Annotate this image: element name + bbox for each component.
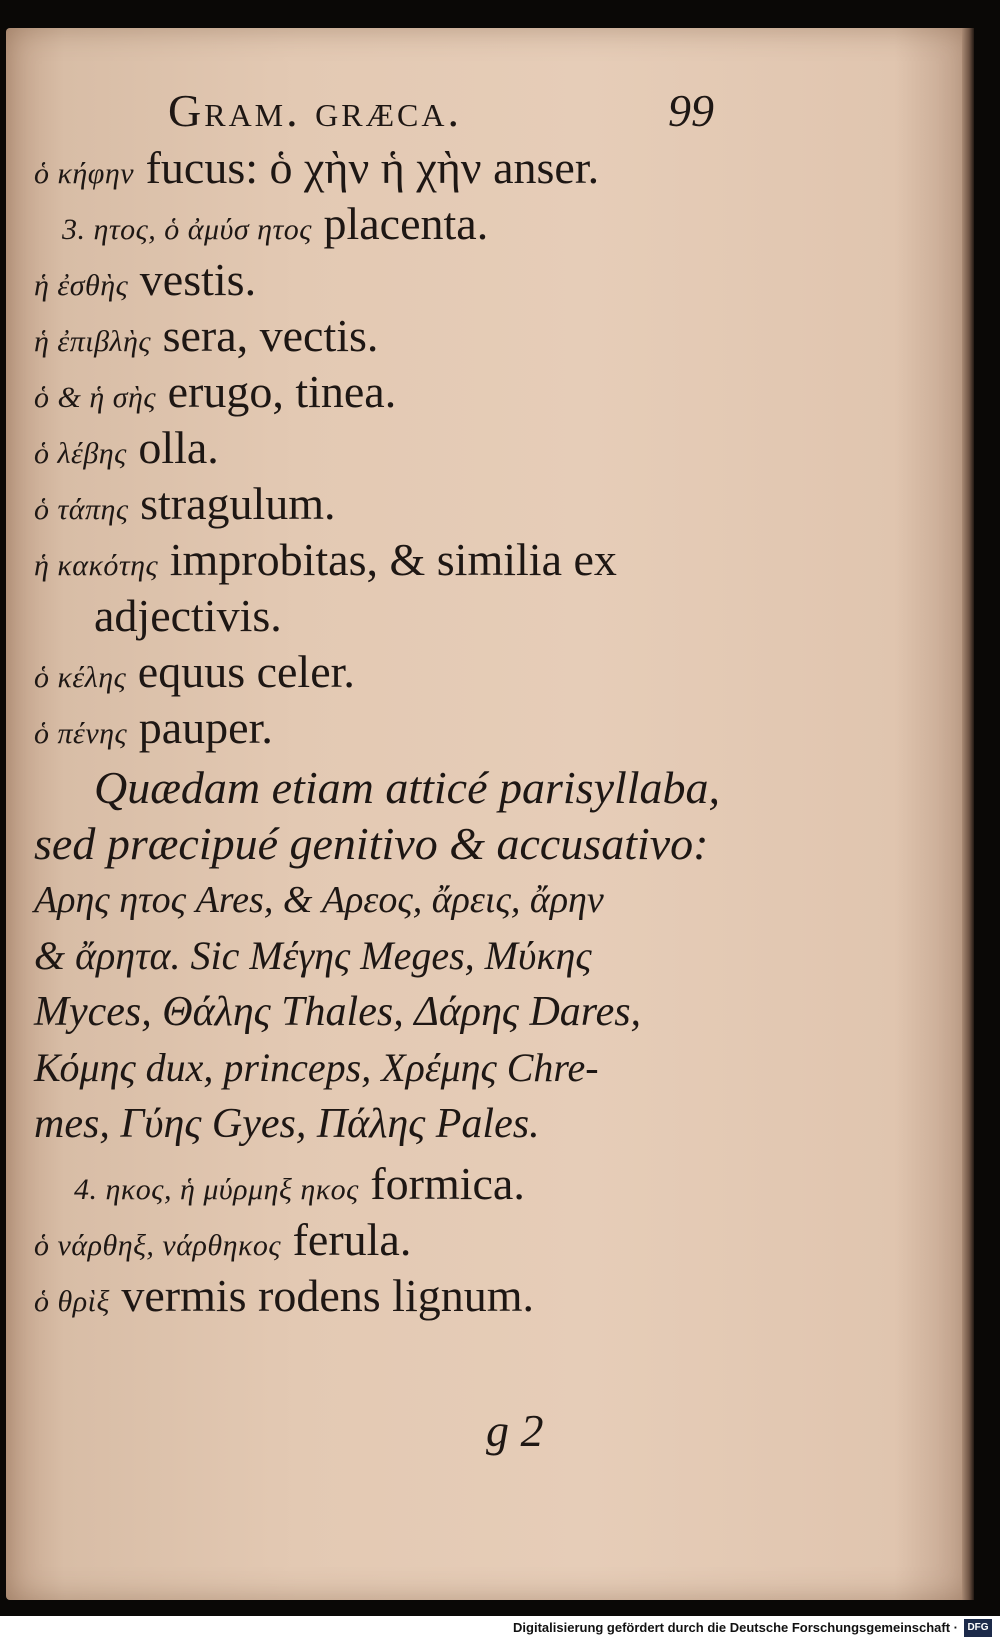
text-block bbox=[34, 140, 734, 1400]
entry-line bbox=[34, 532, 617, 594]
footer-bar bbox=[0, 1616, 1000, 1642]
greek-term: ἡ ἐπιβλὴς bbox=[34, 325, 152, 358]
greek-term: 3. ητος, ὁ ἀμύσ ητος bbox=[62, 213, 312, 246]
greek-term: ὁ κέλης bbox=[34, 661, 127, 694]
dfg-logo: DFG bbox=[964, 1619, 992, 1637]
latin-gloss: vestis. bbox=[139, 254, 257, 305]
entry-line bbox=[34, 700, 273, 762]
latin-gloss: pauper. bbox=[138, 702, 273, 753]
greek-term: ὁ τάπης bbox=[34, 493, 129, 526]
entry-line bbox=[34, 364, 396, 426]
entry-line bbox=[62, 196, 488, 258]
latin-gloss: placenta. bbox=[323, 198, 489, 249]
latin-gloss: stragulum. bbox=[140, 478, 336, 529]
entry-line bbox=[34, 420, 219, 482]
page-edge bbox=[962, 28, 974, 1600]
greek-term: ὁ νάρθηξ, νάρθηκος bbox=[34, 1229, 282, 1262]
entry-line bbox=[34, 476, 336, 538]
greek-term: ὁ θρὶξ bbox=[34, 1285, 110, 1318]
paragraph-line: Αρης ητος Ares, & Αρεος, ἄρεις, ἄρην bbox=[34, 879, 604, 921]
signature-mark: g 2 bbox=[486, 1405, 544, 1456]
entry-line bbox=[34, 644, 355, 706]
greek-term: ὁ πένης bbox=[34, 717, 128, 750]
latin-gloss: vermis rodens lignum. bbox=[121, 1270, 535, 1321]
paragraph-line: Κόμης dux, princeps, Χρέμης Chre- bbox=[34, 1045, 599, 1090]
entry-line bbox=[34, 308, 378, 370]
greek-term: ὁ λέβης bbox=[34, 437, 127, 470]
entry-line bbox=[34, 252, 256, 314]
entry-line bbox=[74, 1156, 525, 1218]
paragraph-line: & ἄρητα. Sic Μέγης Meges, Μύκης bbox=[34, 933, 592, 978]
entry-line bbox=[34, 1268, 534, 1330]
latin-gloss: adjectivis. bbox=[94, 590, 282, 641]
entry-line bbox=[94, 588, 282, 644]
running-title: Gram. græca. bbox=[168, 85, 462, 136]
greek-term: ὁ & ἡ σὴς bbox=[34, 381, 157, 414]
latin-gloss: ferula. bbox=[292, 1214, 412, 1265]
paragraph-line: mes, Γύης Gyes, Πάλης Pales. bbox=[34, 1101, 540, 1147]
latin-gloss: fucus: ὁ χὴν ἡ χὴν anser. bbox=[145, 142, 600, 193]
latin-gloss: erugo, tinea. bbox=[167, 366, 397, 417]
paragraph-line: Myces, Θάλης Thales, Δάρης Dares, bbox=[34, 989, 642, 1035]
latin-gloss: equus celer. bbox=[137, 646, 355, 697]
latin-gloss: sera, vectis. bbox=[162, 310, 379, 361]
greek-term: ἡ κακότης bbox=[34, 549, 159, 582]
entry-line bbox=[34, 140, 599, 202]
page-header bbox=[168, 84, 728, 140]
latin-gloss: improbitas, & similia ex bbox=[169, 534, 617, 585]
paragraph-line: sed præcipué genitivo & accusativo: bbox=[34, 818, 709, 869]
greek-term: ἡ ἐσθὴς bbox=[34, 269, 129, 302]
entry-line bbox=[34, 1212, 411, 1274]
paragraph-line: Quædam etiam atticé parisyllaba, bbox=[94, 762, 721, 813]
latin-gloss: formica. bbox=[370, 1158, 525, 1209]
latin-gloss: olla. bbox=[138, 422, 219, 473]
greek-term: 4. ηκος, ἡ μύρμηξ ηκος bbox=[74, 1173, 359, 1206]
greek-term: ὁ κήφην bbox=[34, 157, 135, 190]
funding-note: Digitalisierung gefördert durch die Deutsche Forschungsgemeinschaft · bbox=[513, 1620, 958, 1635]
folio-number: 99 bbox=[668, 85, 714, 136]
